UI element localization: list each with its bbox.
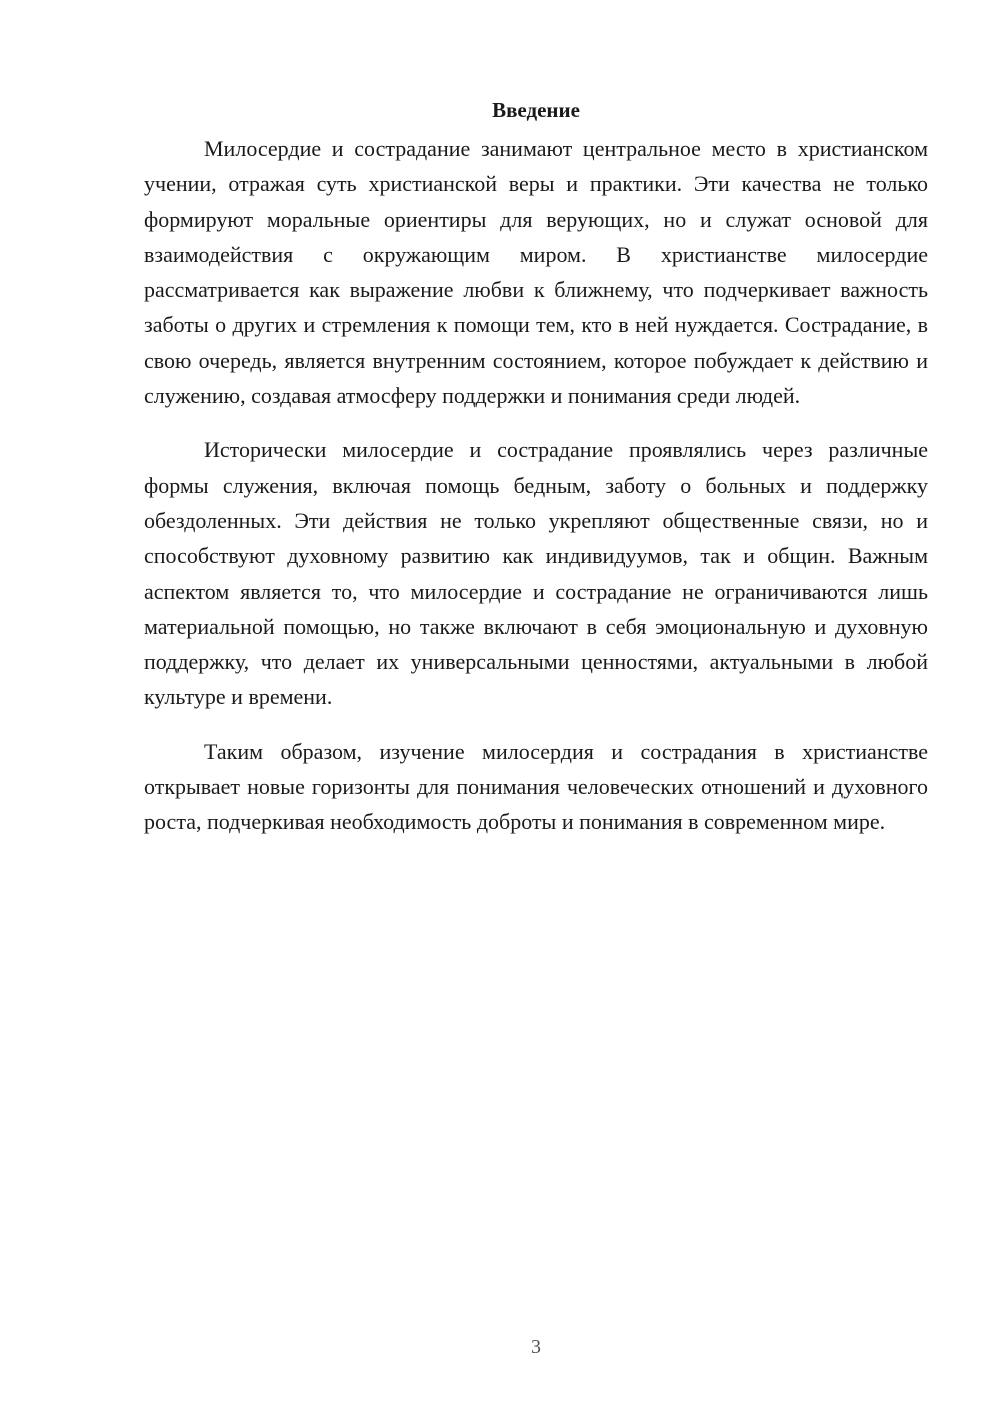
page-content	[144, 95, 928, 859]
page-number: 3	[531, 1336, 541, 1358]
paragraph-1: Милосердие и сострадание занимают центральное место в христианском учении, отражая суть христианской веры и практики. Эти качества не только формируют моральные ориентиры для верующих, но и служат основой для взаимодействия с окружающим миром. В христианстве милосердие рассматривается как выражение любви к ближнему, что подчеркивает важность заботы о других и стремления к помощи тем, кто в ней нуждается. Сострадание, в свою очередь, является внутренним состоянием, которое побуждает к действию и служению, создавая атмосферу поддержки и понимания среди людей.	[144, 136, 928, 409]
section-heading: Введение	[492, 98, 580, 122]
paragraph-2: Исторически милосердие и сострадание проявлялись через различные формы служения, включая помощь бедным, заботу о больных и поддержку обездоленных. Эти действия не только укрепляют общественные связи, но и способствуют духовному развитию как индивидуумов, так и общин. Важным аспектом является то, что милосердие и сострадание не ограничиваются лишь материальной помощью, но также включают в себя эмоциональную и духовную поддержку, что делает их универсальными ценностями, актуальными в любой культуре и времени.	[144, 437, 928, 710]
paragraph-3: Таким образом, изучение милосердия и сострадания в христианстве открывает новые горизонты для понимания человеческих отношений и духовного роста, подчеркивая необходимость доброты и понимания в современном мире.	[144, 738, 928, 835]
